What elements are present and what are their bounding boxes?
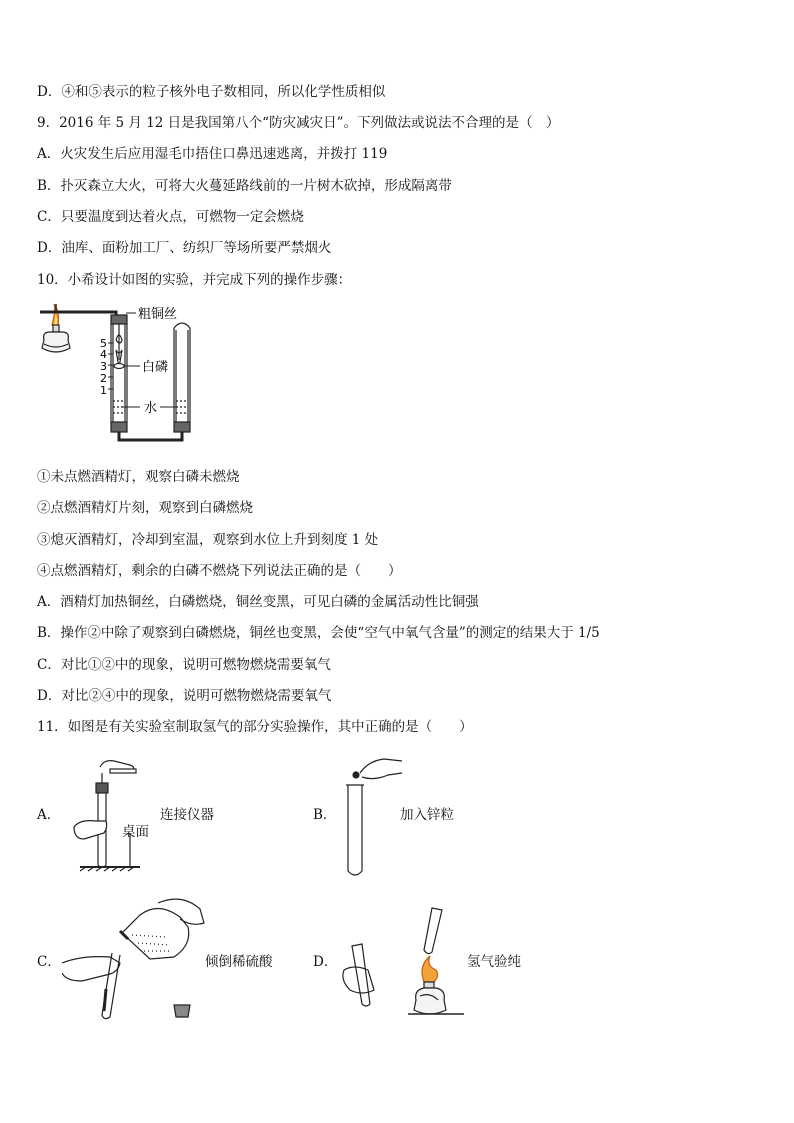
q10-step-3: ③熄灭酒精灯，冷却到室温，观察到水位上升到刻度 1 处 <box>37 532 379 548</box>
q9-option-d: D．油库、面粉加工厂、纺织厂等场所要严禁烟火 <box>37 240 332 256</box>
q11-a-letter: A． <box>37 807 61 823</box>
q11-c-letter: C． <box>37 954 61 970</box>
q9-option-b: B．扑灭森立大火，可将大火蔓延路线前的一片树木砍掉，形成隔离带 <box>37 178 452 194</box>
q11-b-caption: 加入锌粒 <box>400 807 454 823</box>
q11-a-figure <box>70 755 160 875</box>
alcohol-lamp-icon <box>414 988 446 1014</box>
q11-a-sub: 桌面 <box>122 824 149 840</box>
q10-option-a: A．酒精灯加热铜丝，白磷燃烧，铜丝变黑，可见白磷的金属活动性比铜强 <box>37 594 479 610</box>
q11-c-figure <box>62 893 212 1028</box>
q11-d-caption: 氢气验纯 <box>467 954 521 970</box>
q10-step-4: ④点燃酒精灯，剩余的白磷不燃烧下列说法正确的是（ ） <box>37 563 402 579</box>
scale-3: 3 <box>100 360 107 373</box>
copper-wire <box>40 312 116 316</box>
test-tube-icon <box>424 908 442 954</box>
q10-option-d: D．对比②④中的现象，说明可燃物燃烧需要氧气 <box>37 688 332 704</box>
q10-step-2: ②点燃酒精灯片刻，观察到白磷燃烧 <box>37 500 253 516</box>
right-tube <box>174 323 190 432</box>
q11-d-figure <box>340 900 470 1020</box>
phosphorus-label: 白磷 <box>142 360 169 375</box>
q9-option-c: C．只要温度到达着火点，可燃物一定会燃烧 <box>37 209 304 225</box>
flame-icon <box>422 956 438 982</box>
test-tube-icon <box>352 944 370 1006</box>
scale-1: 1 <box>100 384 107 397</box>
wire-label: 粗铜丝 <box>138 307 178 322</box>
stopper-icon <box>174 1005 190 1017</box>
hand-icon <box>360 759 402 779</box>
q10-apparatus-figure <box>36 300 216 450</box>
zinc-granule-icon <box>353 772 359 778</box>
scale-2: 2 <box>100 372 107 385</box>
left-tube <box>111 315 127 432</box>
q11-d-letter: D． <box>313 954 338 970</box>
q11-stem: 11．如图是有关实验室制取氢气的部分实验操作，其中正确的是（ ） <box>37 719 473 735</box>
scale-5: 5 <box>100 337 107 350</box>
q11-c-caption: 倾倒稀硫酸 <box>205 954 273 970</box>
q11-a-caption: 连接仪器 <box>160 807 214 823</box>
q10-step-1: ①未点燃酒精灯，观察白磷未燃烧 <box>37 469 240 485</box>
water-label: 水 <box>144 401 158 416</box>
bottle-icon <box>122 908 189 959</box>
q9-stem: 9．2016 年 5 月 12 日是我国第八个“防灾减灾日”。下列做法或说法不合理的是（ ） <box>37 115 560 131</box>
q10-stem: 10．小希设计如图的实验，并完成下列的操作步骤： <box>37 272 352 288</box>
q9-option-a: A．火灾发生后应用湿毛巾捂住口鼻迅速逃离，并拨打 119 <box>37 146 388 162</box>
connecting-tube <box>119 432 182 440</box>
q10-option-c: C．对比①②中的现象，说明可燃物燃烧需要氧气 <box>37 657 331 673</box>
scale-4: 4 <box>100 348 107 361</box>
q8-option-d: D．④和⑤表示的粒子核外电子数相同，所以化学性质相似 <box>37 84 386 100</box>
q10-option-b: B．操作②中除了观察到白磷燃烧，铜丝也变黑，会使“空气中氧气含量”的测定的结果大于 1/5 <box>37 625 600 641</box>
q11-b-letter: B． <box>313 807 337 823</box>
